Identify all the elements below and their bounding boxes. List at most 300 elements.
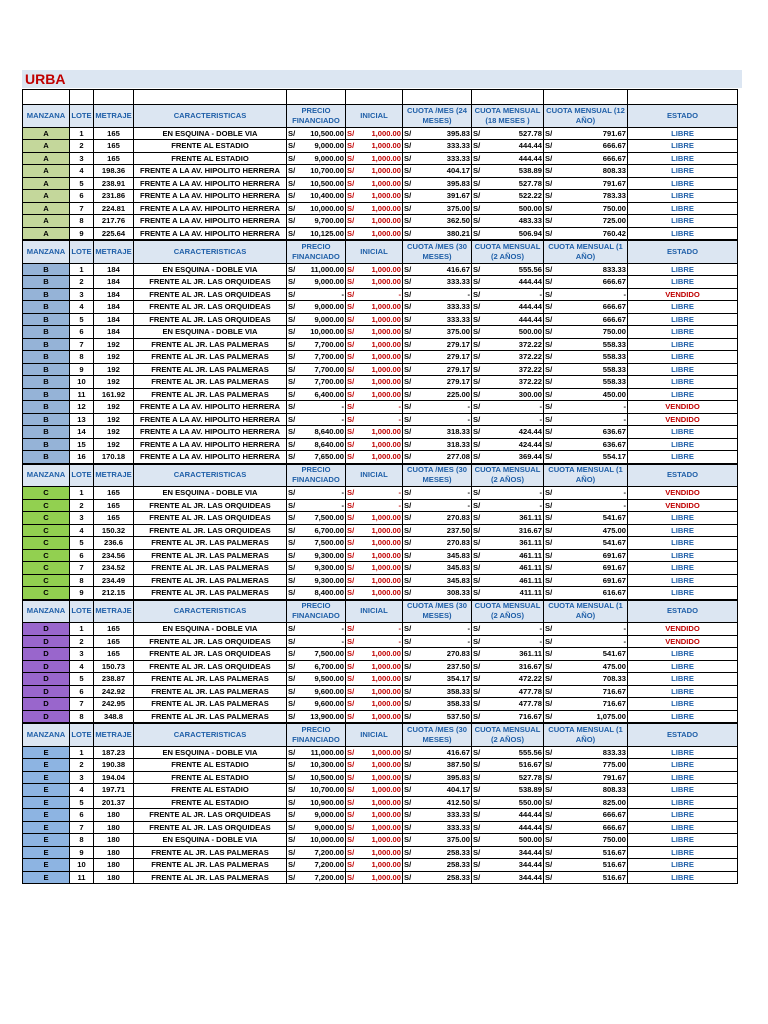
cuota-2-cell xyxy=(472,809,544,822)
currency-symbol: S/ xyxy=(288,339,296,349)
manzana-cell: B xyxy=(23,438,70,451)
currency-symbol: S/ xyxy=(347,538,355,547)
money-value xyxy=(288,326,344,338)
col-header-metraje: METRAJE xyxy=(94,600,134,623)
currency-symbol: S/ xyxy=(404,500,412,510)
amount: 7,500.00 xyxy=(314,649,344,658)
money-value xyxy=(473,673,542,685)
money-value xyxy=(404,759,470,771)
amount: 444.44 xyxy=(518,822,542,832)
inicial-cell xyxy=(346,276,403,289)
caracteristicas-cell: EN ESQUINA - DOBLE VIA xyxy=(134,834,287,847)
inicial-cell xyxy=(346,426,403,439)
currency-symbol: S/ xyxy=(473,452,481,461)
amount: 404.17 xyxy=(446,166,470,175)
lote-cell: 7 xyxy=(70,821,94,834)
lote-cell: 9 xyxy=(70,227,94,240)
col-header-manzana: MANZANA xyxy=(23,723,70,746)
amount: - xyxy=(398,636,401,646)
sheet-title: URBA xyxy=(25,71,66,87)
metraje-cell: 165 xyxy=(94,487,134,500)
col-header-estado: ESTADO xyxy=(628,723,738,746)
money-value xyxy=(473,859,542,871)
precio-cell xyxy=(287,859,346,872)
table-row xyxy=(23,524,738,537)
money-value xyxy=(404,426,470,438)
amount: 666.67 xyxy=(602,141,626,150)
cuota-1-cell xyxy=(403,202,472,215)
money-value xyxy=(473,686,542,698)
currency-symbol: S/ xyxy=(347,872,355,882)
cuota-3-cell xyxy=(544,635,628,648)
money-value xyxy=(545,128,626,140)
table-row xyxy=(23,413,738,426)
metraje-cell: 180 xyxy=(94,859,134,872)
money-value xyxy=(545,326,626,338)
cuota-3-cell xyxy=(544,338,628,351)
currency-symbol: S/ xyxy=(473,352,481,361)
currency-symbol: S/ xyxy=(347,427,355,436)
metraje-cell: 165 xyxy=(94,140,134,153)
amount: 9,300.00 xyxy=(314,563,344,572)
estado-cell: VENDIDO xyxy=(628,288,738,301)
amount: 391.67 xyxy=(446,191,470,200)
cuota-3-cell xyxy=(544,859,628,872)
caracteristicas-cell: EN ESQUINA - DOBLE VIA xyxy=(134,746,287,759)
amount: 372.22 xyxy=(518,364,542,374)
metraje-cell: 184 xyxy=(94,276,134,289)
money-value xyxy=(404,525,470,537)
cuota-3-cell xyxy=(544,648,628,661)
currency-symbol: S/ xyxy=(473,760,481,769)
inicial-cell xyxy=(346,288,403,301)
lote-cell: 7 xyxy=(70,202,94,215)
currency-symbol: S/ xyxy=(473,747,481,757)
money-value xyxy=(288,636,344,648)
money-value xyxy=(545,351,626,363)
cuota-2-cell xyxy=(472,771,544,784)
amount: 1,000.00 xyxy=(371,339,401,349)
currency-symbol: S/ xyxy=(347,377,355,386)
currency-symbol: S/ xyxy=(473,277,481,286)
lote-cell: 1 xyxy=(70,746,94,759)
amount: 1,000.00 xyxy=(371,661,401,671)
money-value xyxy=(473,784,542,796)
amount: 344.44 xyxy=(518,847,542,857)
amount: 450.00 xyxy=(602,389,626,399)
caracteristicas-cell: EN ESQUINA - DOBLE VIA xyxy=(134,263,287,276)
table-row xyxy=(23,821,738,834)
amount: 416.67 xyxy=(446,747,470,757)
col-header-precio: PRECIO FINANCIADO xyxy=(287,464,346,487)
amount: 10,000.00 xyxy=(310,203,344,213)
table-row xyxy=(23,549,738,562)
precio-cell xyxy=(287,140,346,153)
lote-cell: 6 xyxy=(70,809,94,822)
money-value xyxy=(347,339,401,351)
table-row xyxy=(23,165,738,178)
currency-symbol: S/ xyxy=(288,624,296,633)
col-header-cuota-3: CUOTA MENSUAL (1 AÑO) xyxy=(544,723,628,746)
manzana-cell: E xyxy=(23,746,70,759)
amount: 404.17 xyxy=(446,785,470,794)
money-value xyxy=(347,289,401,301)
manzana-cell: E xyxy=(23,759,70,772)
precio-cell xyxy=(287,338,346,351)
amount: 461.11 xyxy=(519,575,542,585)
money-value xyxy=(347,859,401,871)
metraje-cell: 225.64 xyxy=(94,227,134,240)
cuota-3-cell xyxy=(544,363,628,376)
caracteristicas-cell: FRENTE AL JR. LAS PALMERAS xyxy=(134,351,287,364)
lote-cell: 12 xyxy=(70,401,94,414)
amount: 1,000.00 xyxy=(371,711,401,721)
amount: 9,600.00 xyxy=(314,699,344,708)
amount: 444.44 xyxy=(518,277,542,286)
lote-cell: 2 xyxy=(70,276,94,289)
cuota-3-cell xyxy=(544,660,628,673)
metraje-cell: 198.36 xyxy=(94,165,134,178)
amount: 369.44 xyxy=(518,452,542,461)
money-value xyxy=(347,376,401,388)
estado-cell: LIBRE xyxy=(628,710,738,723)
currency-symbol: S/ xyxy=(347,513,355,522)
currency-symbol: S/ xyxy=(347,178,355,188)
amount: 1,000.00 xyxy=(371,203,401,213)
currency-symbol: S/ xyxy=(347,289,355,299)
caracteristicas-cell: FRENTE AL JR. LAS ORQUIDEAS xyxy=(134,288,287,301)
metraje-cell: 180 xyxy=(94,846,134,859)
currency-symbol: S/ xyxy=(288,377,296,386)
money-value xyxy=(545,203,626,215)
currency-symbol: S/ xyxy=(473,488,481,497)
currency-symbol: S/ xyxy=(473,563,481,572)
table-row xyxy=(23,587,738,600)
metraje-cell: 165 xyxy=(94,623,134,636)
money-value xyxy=(404,772,470,784)
money-value xyxy=(404,203,470,215)
amount: 9,000.00 xyxy=(314,822,344,832)
amount: 318.33 xyxy=(446,427,470,436)
currency-symbol: S/ xyxy=(545,277,553,286)
currency-symbol: S/ xyxy=(404,747,412,757)
caracteristicas-cell: EN ESQUINA - DOBLE VIA xyxy=(134,487,287,500)
manzana-cell: C xyxy=(23,574,70,587)
currency-symbol: S/ xyxy=(288,649,296,658)
money-value xyxy=(404,228,470,240)
amount: 791.67 xyxy=(602,178,626,188)
manzana-cell: C xyxy=(23,524,70,537)
money-value xyxy=(473,314,542,326)
currency-symbol: S/ xyxy=(347,389,355,399)
inicial-cell xyxy=(346,263,403,276)
amount: 6,400.00 xyxy=(314,389,344,399)
currency-symbol: S/ xyxy=(404,166,412,175)
inicial-cell xyxy=(346,351,403,364)
amount: 500.00 xyxy=(518,327,542,336)
cuota-3-cell xyxy=(544,549,628,562)
amount: 516.67 xyxy=(518,760,542,769)
amount: 750.00 xyxy=(602,203,626,213)
col-header-caracteristicas: CARACTERISTICAS xyxy=(134,240,287,263)
cuota-2-cell xyxy=(472,276,544,289)
money-value xyxy=(473,389,542,401)
metraje-cell: 184 xyxy=(94,263,134,276)
money-value xyxy=(473,698,542,710)
cuota-1-cell xyxy=(403,710,472,723)
metraje-cell: 242.95 xyxy=(94,698,134,711)
lote-cell: 4 xyxy=(70,784,94,797)
inicial-cell xyxy=(346,834,403,847)
currency-symbol: S/ xyxy=(545,500,553,510)
money-value xyxy=(288,834,344,846)
currency-symbol: S/ xyxy=(347,624,355,633)
money-value xyxy=(473,326,542,338)
inicial-cell xyxy=(346,685,403,698)
amount: 333.33 xyxy=(446,314,470,324)
amount: - xyxy=(341,402,344,411)
precio-cell xyxy=(287,673,346,686)
money-value xyxy=(288,575,344,587)
inicial-cell xyxy=(346,388,403,401)
currency-symbol: S/ xyxy=(347,339,355,349)
money-value xyxy=(288,759,344,771)
precio-cell xyxy=(287,301,346,314)
estado-cell: LIBRE xyxy=(628,746,738,759)
currency-symbol: S/ xyxy=(347,699,355,708)
metraje-cell: 184 xyxy=(94,313,134,326)
currency-symbol: S/ xyxy=(473,649,481,658)
manzana-cell: E xyxy=(23,846,70,859)
money-value xyxy=(347,439,401,451)
amount: 666.67 xyxy=(602,314,626,324)
caracteristicas-cell: FRENTE AL JR. LAS PALMERAS xyxy=(134,673,287,686)
inicial-cell xyxy=(346,871,403,884)
cuota-2-cell xyxy=(472,301,544,314)
col-header-cuota-1: CUOTA /MES (30 MESES) xyxy=(403,723,472,746)
cuota-3-cell xyxy=(544,313,628,326)
amount: 237.50 xyxy=(446,525,470,535)
estado-cell: LIBRE xyxy=(628,821,738,834)
currency-symbol: S/ xyxy=(288,872,296,882)
estado-cell: LIBRE xyxy=(628,660,738,673)
currency-symbol: S/ xyxy=(404,513,412,522)
amount: 541.67 xyxy=(602,538,626,547)
currency-symbol: S/ xyxy=(347,216,355,225)
currency-symbol: S/ xyxy=(347,414,355,424)
cuota-1-cell xyxy=(403,635,472,648)
cuota-1-cell xyxy=(403,326,472,339)
caracteristicas-cell: FRENTE A LA AV. HIPOLITO HERRERA xyxy=(134,451,287,464)
money-value xyxy=(288,178,344,190)
currency-symbol: S/ xyxy=(473,661,481,671)
amount: 395.83 xyxy=(446,128,470,138)
currency-symbol: S/ xyxy=(288,277,296,286)
manzana-cell: B xyxy=(23,363,70,376)
money-value xyxy=(404,165,470,177)
cuota-1-cell xyxy=(403,871,472,884)
estado-cell: LIBRE xyxy=(628,846,738,859)
currency-symbol: S/ xyxy=(288,822,296,832)
money-value xyxy=(288,772,344,784)
money-value xyxy=(288,314,344,326)
amount: 7,500.00 xyxy=(314,538,344,547)
money-value xyxy=(288,711,344,723)
amount: 361.11 xyxy=(519,649,542,658)
currency-symbol: S/ xyxy=(473,203,481,213)
currency-symbol: S/ xyxy=(404,835,412,844)
col-header-cuota-1: CUOTA /MES (30 MESES) xyxy=(403,240,472,263)
currency-symbol: S/ xyxy=(473,166,481,175)
cuota-3-cell xyxy=(544,401,628,414)
amount: 344.44 xyxy=(518,860,542,869)
currency-symbol: S/ xyxy=(545,128,553,138)
currency-symbol: S/ xyxy=(288,847,296,857)
estado-cell: LIBRE xyxy=(628,796,738,809)
cuota-3-cell xyxy=(544,202,628,215)
amount: 444.44 xyxy=(518,141,542,150)
money-value xyxy=(404,314,470,326)
metraje-cell: 234.49 xyxy=(94,574,134,587)
caracteristicas-cell: FRENTE AL JR. LAS ORQUIDEAS xyxy=(134,499,287,512)
money-value xyxy=(404,301,470,313)
amount: 9,700.00 xyxy=(314,216,344,225)
amount: 516.67 xyxy=(602,872,626,882)
amount: 258.33 xyxy=(446,847,470,857)
currency-symbol: S/ xyxy=(404,289,412,299)
amount: 9,000.00 xyxy=(314,302,344,311)
estado-cell: LIBRE xyxy=(628,227,738,240)
currency-symbol: S/ xyxy=(473,636,481,646)
cuota-2-cell xyxy=(472,152,544,165)
money-value xyxy=(347,364,401,376)
manzana-cell: C xyxy=(23,562,70,575)
table-row xyxy=(23,487,738,500)
precio-cell xyxy=(287,846,346,859)
cuota-2-cell xyxy=(472,499,544,512)
amount: 361.11 xyxy=(519,513,542,522)
amount: 483.33 xyxy=(518,216,542,225)
amount: 558.33 xyxy=(602,352,626,361)
money-value xyxy=(473,822,542,834)
amount: 411.11 xyxy=(519,588,542,597)
cuota-1-cell xyxy=(403,401,472,414)
money-value xyxy=(288,747,344,759)
money-value xyxy=(347,190,401,202)
col-header-cuota-1: CUOTA /MES (30 MESES) xyxy=(403,464,472,487)
money-value xyxy=(545,276,626,288)
amount: - xyxy=(467,624,470,633)
amount: 1,000.00 xyxy=(371,835,401,844)
inicial-cell xyxy=(346,710,403,723)
metraje-cell: 170.18 xyxy=(94,451,134,464)
currency-symbol: S/ xyxy=(545,352,553,361)
money-value xyxy=(288,264,344,276)
amount: 716.67 xyxy=(518,711,542,721)
metraje-cell: 231.86 xyxy=(94,190,134,203)
table-row xyxy=(23,784,738,797)
amount: 372.22 xyxy=(518,377,542,386)
precio-cell xyxy=(287,834,346,847)
currency-symbol: S/ xyxy=(473,847,481,857)
cuota-2-cell xyxy=(472,673,544,686)
cuota-1-cell xyxy=(403,140,472,153)
lote-cell: 2 xyxy=(70,759,94,772)
currency-symbol: S/ xyxy=(545,314,553,324)
table-row xyxy=(23,426,738,439)
manzana-cell: E xyxy=(23,834,70,847)
caracteristicas-cell: FRENTE A LA AV. HIPOLITO HERRERA xyxy=(134,426,287,439)
money-value xyxy=(473,339,542,351)
cuota-1-cell xyxy=(403,796,472,809)
cuota-3-cell xyxy=(544,227,628,240)
lote-cell: 8 xyxy=(70,834,94,847)
currency-symbol: S/ xyxy=(347,711,355,721)
money-value xyxy=(473,537,542,549)
money-value xyxy=(473,178,542,190)
amount: - xyxy=(467,636,470,646)
currency-symbol: S/ xyxy=(545,439,553,449)
col-header-metraje: METRAJE xyxy=(94,240,134,263)
cuota-2-cell xyxy=(472,326,544,339)
amount: 1,000.00 xyxy=(371,141,401,150)
amount: 666.67 xyxy=(602,277,626,286)
cuota-2-cell xyxy=(472,623,544,636)
money-value xyxy=(545,389,626,401)
currency-symbol: S/ xyxy=(347,835,355,844)
caracteristicas-cell: FRENTE AL JR. LAS PALMERAS xyxy=(134,549,287,562)
table-row xyxy=(23,140,738,153)
lote-cell: 8 xyxy=(70,215,94,228)
cuota-2-cell xyxy=(472,685,544,698)
amount: 10,300.00 xyxy=(310,760,344,769)
inicial-cell xyxy=(346,301,403,314)
caracteristicas-cell: FRENTE A LA AV. HIPOLITO HERRERA xyxy=(134,413,287,426)
table-row xyxy=(23,771,738,784)
currency-symbol: S/ xyxy=(347,772,355,782)
amount: - xyxy=(623,636,626,646)
amount: 10,125.00 xyxy=(310,228,344,238)
money-value xyxy=(347,747,401,759)
amount: 316.67 xyxy=(518,661,542,671)
manzana-cell: B xyxy=(23,376,70,389)
inicial-cell xyxy=(346,524,403,537)
currency-symbol: S/ xyxy=(288,699,296,708)
amount: 522.22 xyxy=(518,191,542,200)
lote-cell: 3 xyxy=(70,152,94,165)
amount: 1,000.00 xyxy=(371,772,401,782)
amount: 395.83 xyxy=(446,178,470,188)
table-row xyxy=(23,796,738,809)
currency-symbol: S/ xyxy=(404,538,412,547)
amount: 9,000.00 xyxy=(314,277,344,286)
cuota-2-cell xyxy=(472,698,544,711)
cuota-1-cell xyxy=(403,685,472,698)
cuota-2-cell xyxy=(472,413,544,426)
cuota-1-cell xyxy=(403,512,472,525)
table-row xyxy=(23,376,738,389)
money-value xyxy=(288,872,344,884)
money-value xyxy=(473,351,542,363)
amount: 725.00 xyxy=(602,216,626,225)
currency-symbol: S/ xyxy=(347,314,355,324)
money-value xyxy=(347,537,401,549)
currency-symbol: S/ xyxy=(288,500,296,510)
cuota-3-cell xyxy=(544,288,628,301)
lote-cell: 6 xyxy=(70,549,94,562)
manzana-cell: B xyxy=(23,413,70,426)
manzana-cell: D xyxy=(23,635,70,648)
